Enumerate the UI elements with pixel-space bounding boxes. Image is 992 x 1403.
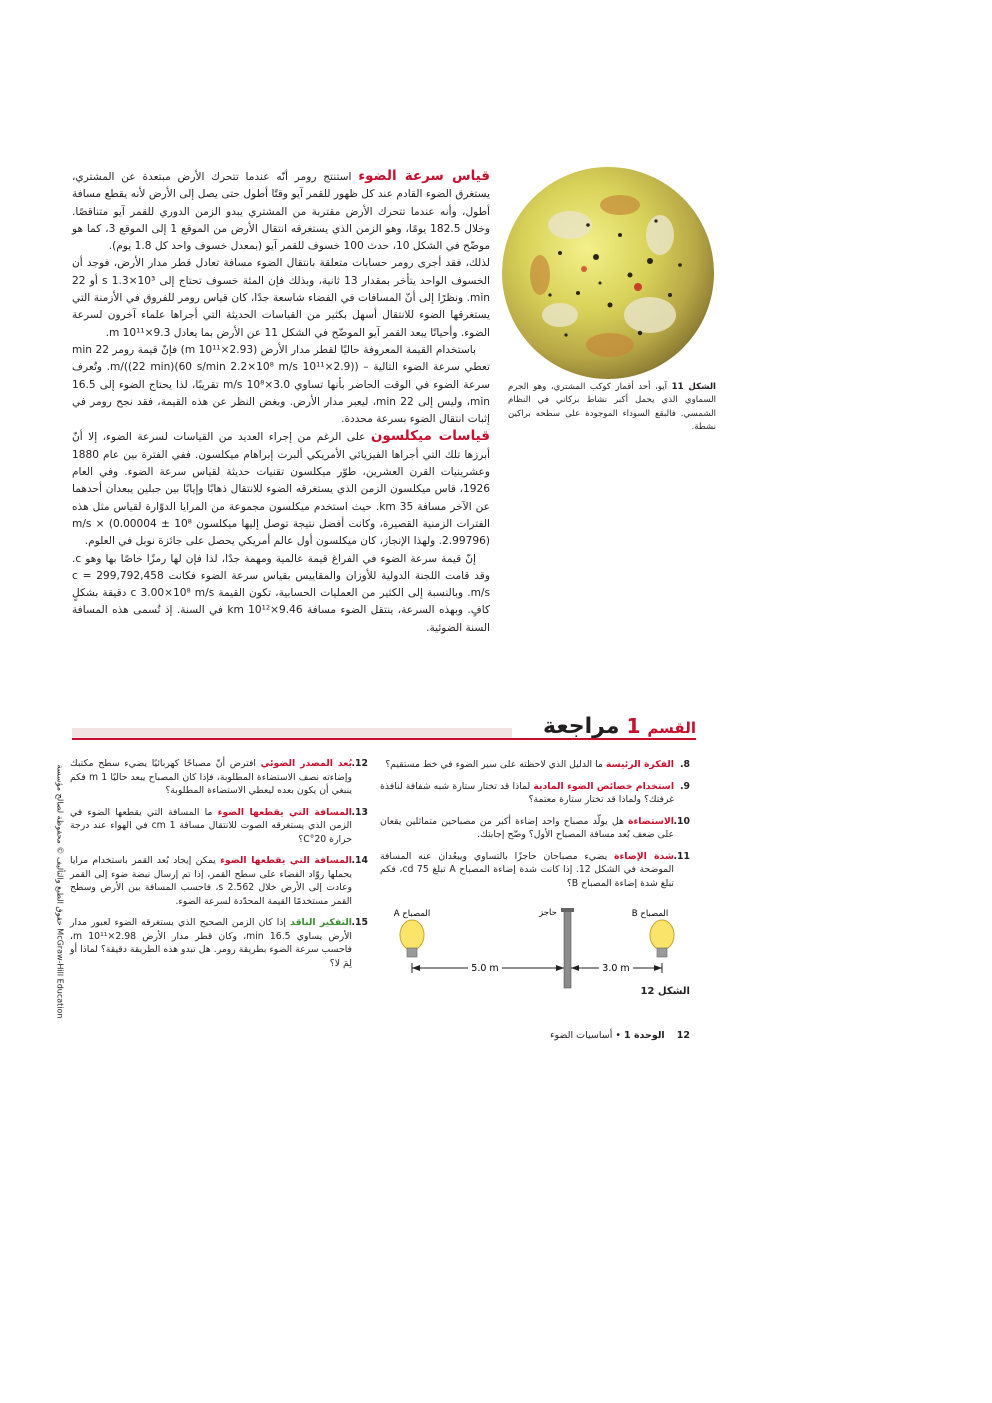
- heading-measuring-speed-of-light: قياس سرعة الضوء: [358, 168, 490, 184]
- distance-a-label: 5.0 m: [471, 963, 499, 974]
- question-number: 15.: [351, 917, 368, 928]
- heading-michelson-measurements: قياسات ميكلسون: [370, 428, 490, 445]
- paragraph-speed-constant: إنّ قيمة سرعة الضوء في الفراغ قيمة عالمية ومهمة جدًا، لذا فإن لها رمزًا خاصًا بها وهو c. وقد قامت اللجنة الدولية للأوزان والمقاييس بقياس سرعة الضوء فكانت c = 299,792,458 m/s. وبالنسبة إلى الكثير من العمليات الحسابية، تكون القيمة c 3.00×10⁸ m/s دقيقة بشكلٍ كافٍ. وبهذه السرعة، ينتقل الضوء مسافة 9.46×10¹² km في السنة. إذ تُسمى هذه المسافة السنة الضوئية.: [72, 552, 490, 634]
- question-term: المسافة التي يقطعها الضوء: [220, 855, 352, 866]
- question-text: ما الدليل الذي لاحظته على سير الضوء في خط مستقيم؟: [385, 759, 603, 770]
- barrier-cap: [561, 908, 574, 912]
- question-term: استخدام خصائص الضوء المادية: [533, 780, 675, 792]
- page-number: 12: [676, 1030, 690, 1041]
- question-number: 9.: [679, 780, 690, 792]
- question-11: [380, 850, 690, 891]
- lamp-b-bulb: [650, 920, 674, 957]
- paragraph-romer: [72, 168, 490, 255]
- question-8: [380, 758, 690, 772]
- question-text: ما المسافة التي يقطعها الضوء في الزمن الذي يستغرقه الصوت للانتقال مسافة 1 cm في الهواء عند درجة حرارة 20°C؟: [70, 806, 352, 845]
- question-number: 14.: [351, 855, 368, 866]
- question-term: بُعد المصدر الضوئي: [260, 758, 352, 769]
- question-9: [380, 780, 690, 807]
- question-number: 13.: [351, 806, 368, 818]
- unit-title: أساسيات الضوء: [550, 1030, 613, 1041]
- question-number: 12.: [351, 758, 368, 769]
- question-term: الفكرة الرئيسة: [605, 759, 674, 770]
- questions-left-column: [70, 757, 368, 978]
- paragraph-text: على الرغم من إجراء العديد من القياسات لسرعة الضوء، إلا أنّ أبرزها تلك التي أجراها الفيزيائي الأمريكي ألبرت إبراهام ميكلسون. ففي الفترة بين عام 1880 وعشرينيات القرن العشرين، طوّر ميكلسون تقنيات حديثة لقياس سرعة الضوء. وفي العام 1926، قاس ميكلسون الزمن الذي يستغرقه الضوء للانتقال ذهابًا وإيابًا بين جبلين يبعدان أحدهما عن الآخر مسافة 35 km. حيث استخدم ميكلسون مجموعة من المرايا الدوّارة لقياس مثل هذه الفترات الزمنية القصيرة، وكانت أفضل نتيجة توصل إليها ميكلسون 10⁸ m/s × (0.00004 ± 2.99796). ولهذا الإنجاز، كان ميكلسون أول عالم أمريكي يحصل على جائزة نوبل في العلوم.: [72, 431, 491, 548]
- paragraph-text: استنتج رومر أنّه عندما تتحرك الأرض مبتعدة عن المشتري، يستغرق الضوء القادم عند كل ظهور للقمر آيو وقتًا أطول حتى يصل إلى الأرض لأنه يقطع مسافة أطول، وأنه عندما تتحرك الأرض مقتربة من المشتري يبدو الزمن الدوري للقمر آيو متناقصًا. وخلال 182.5 يومًا، وهو الزمن الذي يستغرقه انتقال الأرض من الموقع 1 إلى الموقع 3، كما هو موضّح في الشكل 10، حدث 100 خسوف للقمر آيو (بمعدل خسوف واحد كل 1.8 يوم).: [72, 171, 490, 253]
- review-header-band: [72, 728, 512, 738]
- lamp-b-label: المصباح B: [631, 909, 669, 919]
- distance-b-label: 3.0 m: [602, 963, 630, 974]
- question-term: المسافة التي يقطعها الضوء: [217, 806, 352, 818]
- question-text: يضيء مصباحان حاجزًا بالتساوي ويبعُدان عنه المسافة الموضحة في الشكل 12. إذا كانت شدة إضاءة المصباح A تبلغ 75 cd، فكم تبلغ شدة إضاءة المصباح B؟: [380, 850, 674, 889]
- review-word: مراجعة: [543, 714, 620, 739]
- barrier-label: حاجز: [539, 908, 557, 918]
- paragraph-romer-calculation: لذلك، فقد أجرى رومر حسابات متعلقة بانتقال الضوء مسافة تعادل قطر مدار الأرض، فوجد أن الخسوف الواحد يتأخر بمقدار 13 ثانية، وبذلك فإن المئة خسوف تحتاج إلى s 1.3×10³ أو 22 min. ونظرًا إلى أنّ المسافات في الفضاء شاسعة جدًا، كان قياس رومر للفروق في الأزمنة التي يستغرقها الضوء للانتقال أسهل بكثير من القياسات الحديثة التي أجراها علماء آخرون لسرعة الضوء. وأحيانًا يبعد القمر آيو الموضّح في الشكل 11 عن الأرض بما يعادل 9.3×10¹¹ m.: [72, 257, 491, 339]
- question-15: [70, 916, 368, 970]
- page-footer: [450, 1030, 690, 1041]
- question-14: [70, 854, 368, 908]
- main-text-column: [72, 168, 490, 637]
- question-number: 8.: [679, 759, 690, 770]
- questions-right-column: [380, 758, 690, 898]
- figure-11-caption: [508, 381, 716, 434]
- question-text: إذا كان الزمن الصحيح الذي يستغرقه الضوء لعبور مدار الأرض يساوي 16.5 min، وكان قطر مدار الأرض 2.98×10¹¹ m، فاحسب سرعة الضوء بطريقة رومر. هل تبدو هذه الطريقة دقيقة؟ لماذا أو لِمَ لا؟: [70, 917, 352, 969]
- section-word: القسم: [647, 719, 696, 737]
- question-number: 11.: [673, 850, 690, 862]
- question-text: هل يولّد مصباح واحد إضاءة أكبر من مصباحين متماثلين يقعان على ضعف بُعد مسافة المصباح الأول؟ وضّح إجابتك.: [380, 815, 674, 840]
- question-12: [70, 757, 368, 798]
- figure-label: الشكل 11: [671, 382, 716, 392]
- paragraph-michelson: [72, 428, 490, 550]
- review-divider: [72, 738, 696, 740]
- question-term: التفكير الناقد: [290, 917, 352, 928]
- footer-bullet: •: [615, 1030, 621, 1041]
- io-moon-image: [500, 165, 716, 381]
- unit-label: الوحدة 1: [624, 1030, 665, 1041]
- section-number: 1: [626, 714, 641, 738]
- lamp-a-label: المصباح A: [393, 909, 431, 919]
- question-term: شدة الإضاءة: [614, 850, 674, 862]
- question-text: افترض أنّ مصباحًا كهربائيًا يضيء سطح مكتبك وإضاءته نصف الاستضاءة المطلوبة، فإذا كان المصباح يبعد حاليًا 1 m فكم ينبغي أن يكون بعده ليعطي الاستضاءة المطلوبة؟: [70, 758, 352, 796]
- paragraph-romer-value: باستخدام القيمة المعروفة حاليًا لقطر مدار الأرض (2.93×10¹¹ m) فإنّ قيمة رومر 22 min تعطي سرعة الضوء التالية – ((2.9×10¹¹ m/((22 min)(60 s/min 2.2×10⁸ m/s. وتُعرف سرعة الضوء في الوقت الحاضر بأنها تساوي 3.0×10⁸ m/s تقريبًا، لذا يحتاج الضوء إلى 16.5 min، وليس إلى 22 min، ليعبر مدار الأرض. وبغض النظر عن هذه القيمة، فقد نجح رومر في إثبات انتقال الضوء بسرعة محددة.: [72, 343, 490, 426]
- caption-text: آيو، أحد أقمار كوكب المشتري، وهو الجرم السماوي الذي يحمل أكبر نشاط بركاني في النظام الشمسي. فالبقع السوداء الموجودة على سطحه براكين نشطة.: [508, 382, 716, 432]
- question-text: لماذا قد تختار ستارة شبه شفافة لنافذة غرفتك؟ ولماذا قد تختار ستارة معتمة؟: [380, 780, 674, 805]
- question-term: الاستضاءة: [628, 815, 674, 827]
- question-number: 10.: [673, 815, 690, 827]
- question-10: [380, 815, 690, 842]
- question-13: [70, 806, 368, 847]
- figure-12-label: الشكل 12: [640, 986, 690, 997]
- copyright-credit: حقوق الطبع والتأليف © محفوظة لصالح مؤسسة McGraw-Hill Education: [55, 764, 65, 1019]
- barrier: [564, 910, 571, 988]
- lamp-a-bulb: [400, 920, 424, 957]
- question-text: يمكن إيجاد بُعد القمر باستخدام مرايا يحملها روّاد الفضاء على سطح القمر، إذا تم إرسال نبضة ضوء إلى القمر وعادت إلى الأرض خلال 2.562 s، فاحسب المسافة بين الأرض وسطح القمر مستخدمًا القيمة المحدّدة لسرعة الضوء.: [70, 855, 352, 907]
